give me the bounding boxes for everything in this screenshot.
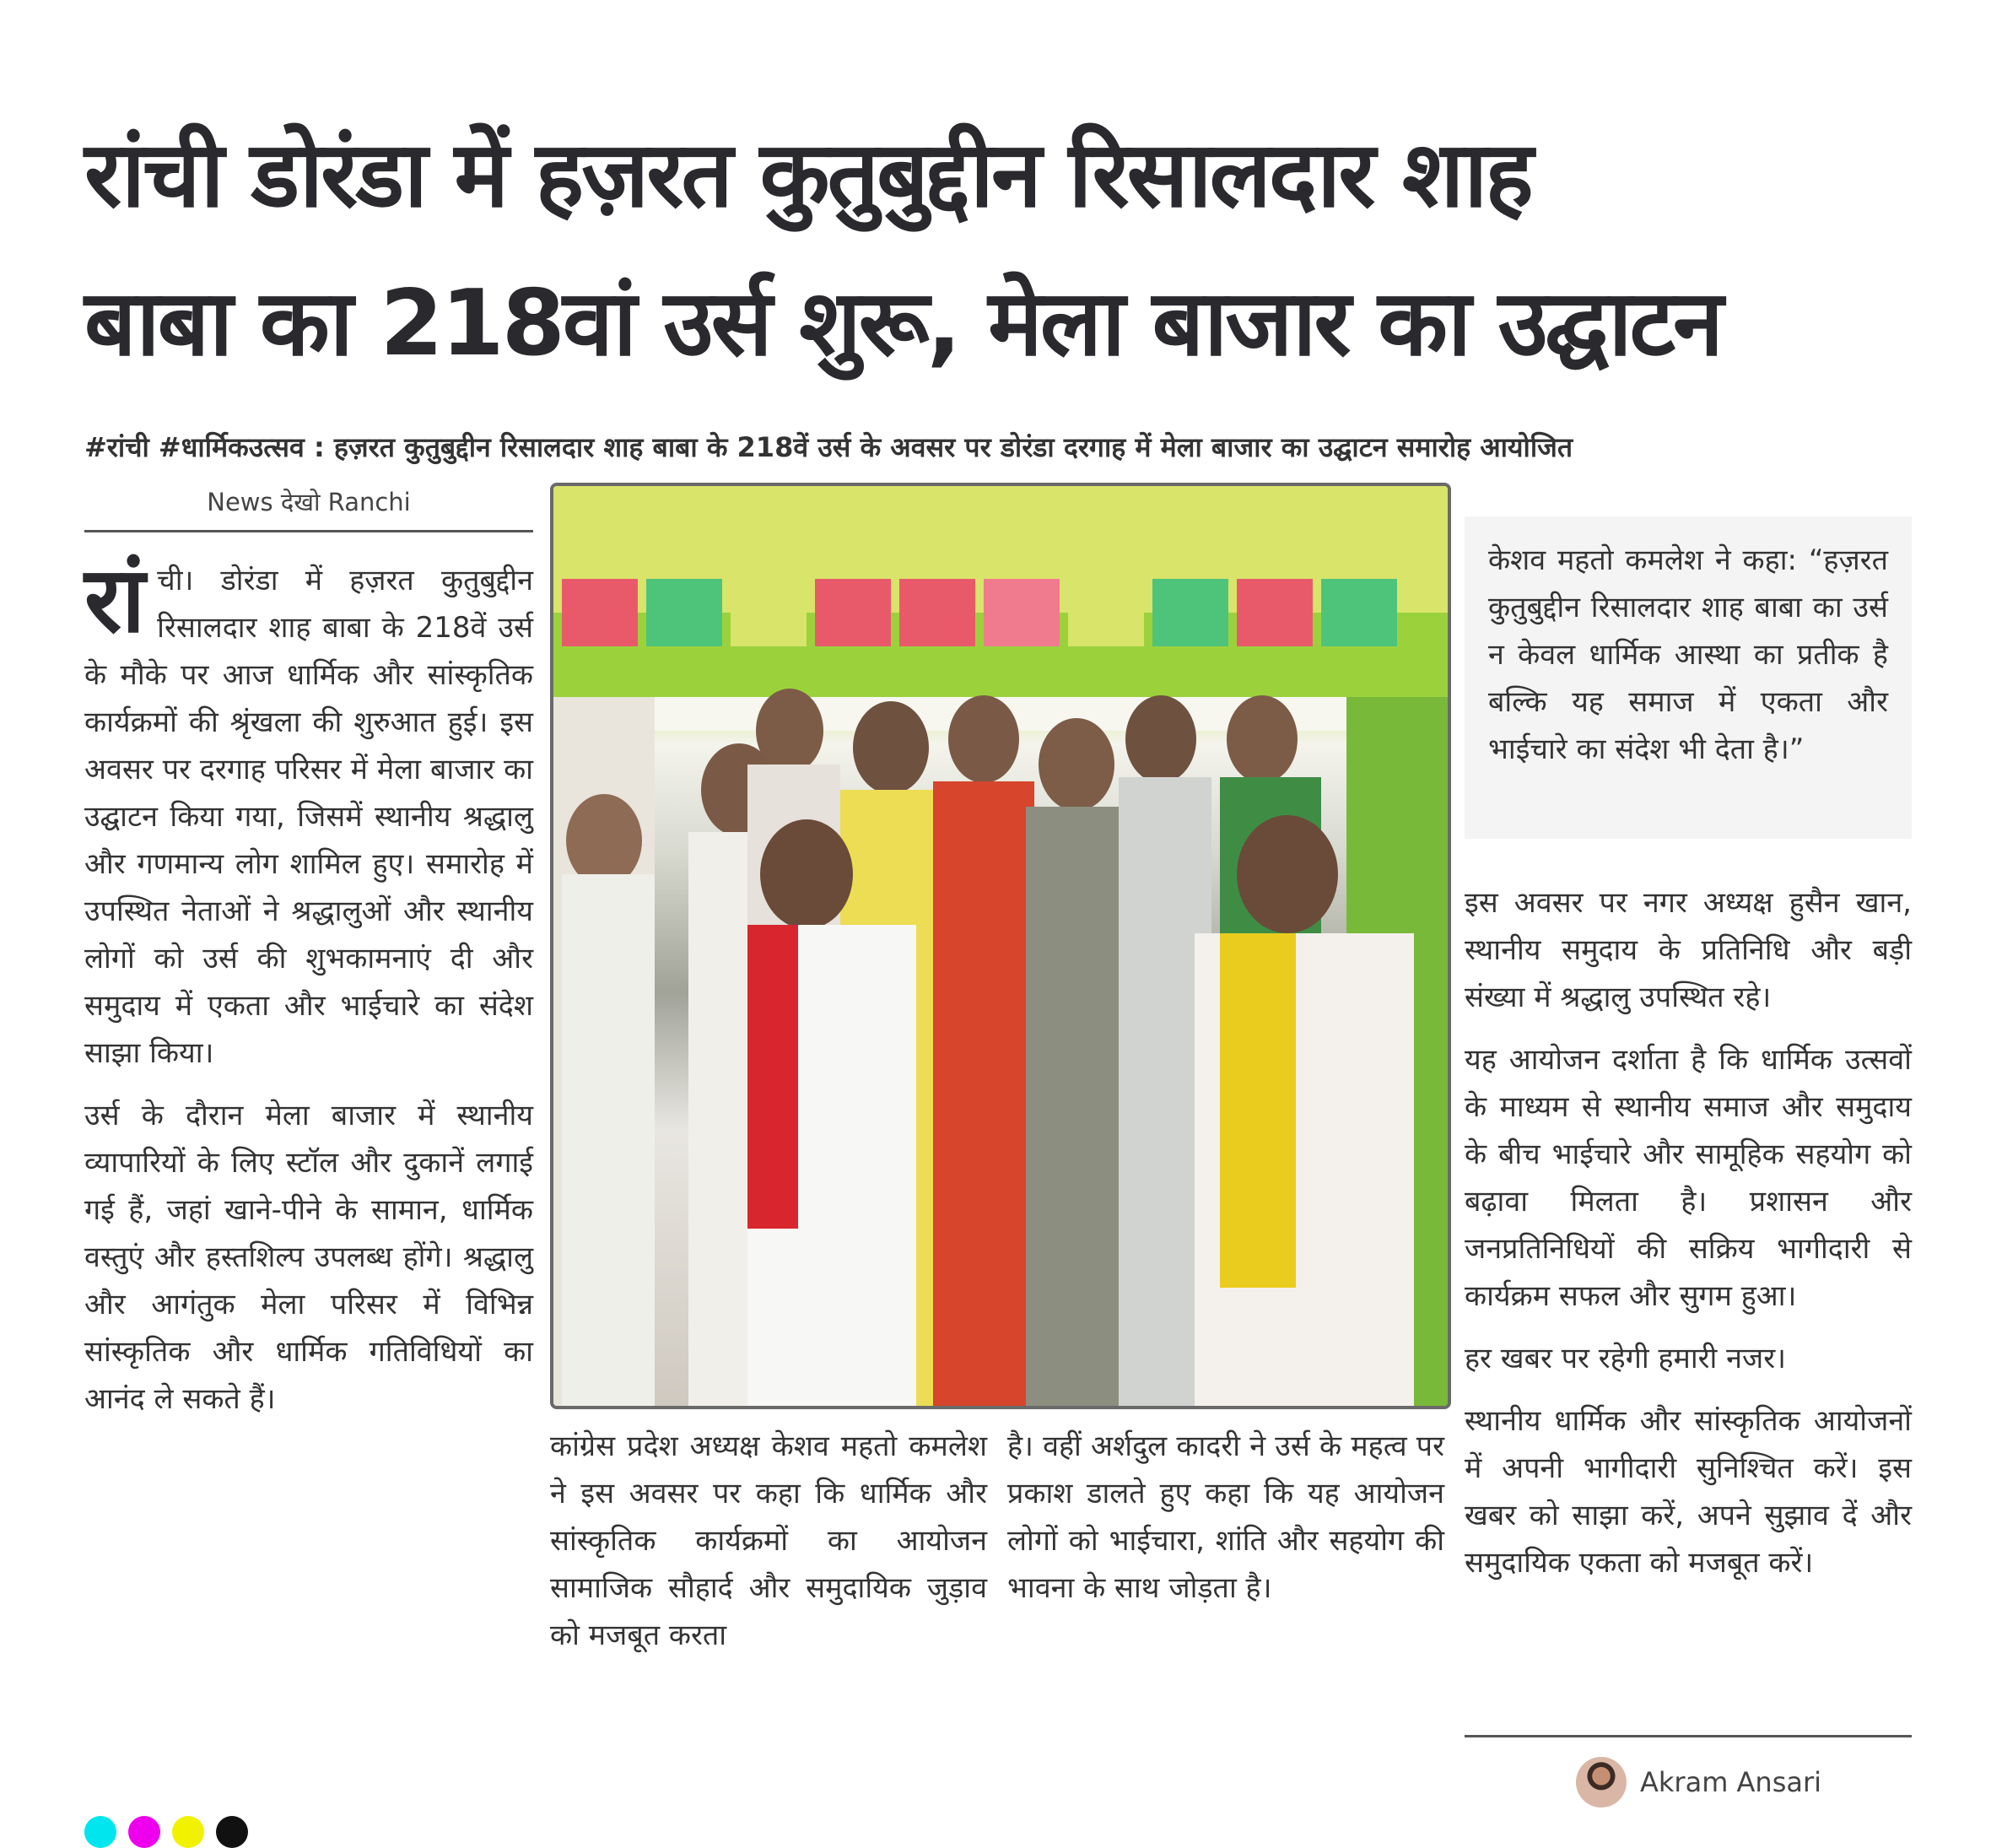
column-4-paragraph-1: इस अवसर पर नगर अध्यक्ष हुसैन खान, स्थानीय समुदाय के प्रतिनिधि और बड़ी संख्या में श्रद्धालु उपस्थित रहे। — [1465, 886, 1912, 1014]
author-avatar-icon — [1576, 1757, 1627, 1807]
column-1-paragraph-1 — [84, 548, 533, 1077]
headline-line-2: बाबा का 218वां उर्स शुरू, मेला बाजार का उद्घाटन — [84, 271, 1721, 376]
column-3-paragraph-1: है। वहीं अर्शदुल कादरी ने उर्स के महत्व पर प्रकाश डालते हुए कहा कि यह आयोजन लोगों को भाईचारा, शांति और सहयोग की भावना के साथ जोड़ता है। — [1007, 1429, 1444, 1605]
column-1-paragraph-2: उर्स के दौरान मेला बाजार में स्थानीय व्यापारियों के लिए स्टॉल और दुकानें लगाई गई हैं, जहां खाने-पीने के सामान, धार्मिक वस्तुएं और हस्तशिल्प उपलब्ध होंगे। श्रद्धालु और आगंतुक मेला परिसर में विभिन्न सांस्कृतिक और धार्मिक गतिविधियों का आनंद ले सकते हैं। — [84, 1099, 533, 1416]
column-2-paragraph-1: कांग्रेस प्रदेश अध्यक्ष केशव महतो कमलेश ने इस अवसर पर कहा कि धार्मिक और सांस्कृतिक कार्यक्रमों का आयोजन सामाजिक सौहार्द और समुदायिक जुड़ाव को मजबूत करता — [550, 1429, 987, 1652]
drop-cap: रां — [84, 548, 146, 653]
cyan-dot — [84, 1816, 116, 1848]
column-1-text-1: ची। डोरंडा में हज़रत कुतुबुद्दीन रिसालदार शाह बाबा के 218वें उर्स के मौके पर आज धार्मिक और सांस्कृतिक कार्यक्रमों की श्रृंखला की शुरुआत हुई। इस अवसर पर दरगाह परिसर में मेला बाजार का उद्घाटन किया गया, जिसमें स्थानीय श्रद्धालु और गणमान्य लोग शामिल हुए। समारोह में उपस्थित नेताओं ने श्रद्धालुओं और स्थानीय लोगों को उर्स की शुभकामनाएं दी और समुदाय में एकता और भाईचारे का संदेश साझा किया। — [84, 564, 533, 1070]
byline-divider — [84, 530, 533, 532]
pull-quote: केशव महतो कमलेश ने कहा: “हज़रत कुतुबुद्दीन रिसालदार शाह बाबा का उर्स न केवल धार्मिक आस्था का प्रतीक है बल्कि यह समाज में एकता और भाईचारे का संदेश भी देता है।” — [1465, 516, 1912, 839]
cmyk-registration-dots — [84, 1816, 260, 1848]
column-1 — [84, 548, 533, 1438]
headline-line-1: रांची डोरंडा में हज़रत कुतुबुद्दीन रिसालदार शाह — [84, 122, 1531, 228]
event-photo-illustration — [553, 486, 1448, 1406]
author-credit — [1576, 1755, 1821, 1809]
headline — [84, 101, 1924, 398]
tagline: हर खबर पर रहेगी हमारी नजर। — [1465, 1342, 1787, 1375]
column-2 — [550, 1423, 987, 1674]
author-divider — [1465, 1735, 1912, 1737]
event-photo — [550, 483, 1451, 1409]
yellow-dot — [172, 1816, 204, 1848]
magenta-dot — [128, 1816, 160, 1848]
subheadline: #रांची #धार्मिकउत्सव : हज़रत कुतुबुद्दीन रिसालदार शाह बाबा के 218वें उर्स के अवसर पर डोरंडा दरगाह में मेला बाजार का उद्घाटन समारोह आयोजित — [84, 431, 1573, 463]
column-4-paragraph-3: स्थानीय धार्मिक और सांस्कृतिक आयोजनों में अपनी भागीदारी सुनिश्चित करें। इस खबर को साझा करें, अपने सुझाव दें और समुदायिक एकता को मजबूत करें। — [1465, 1404, 1912, 1580]
black-dot — [216, 1816, 248, 1848]
author-name: Akram Ansari — [1640, 1766, 1822, 1798]
column-4 — [1465, 879, 1912, 1602]
group-of-people — [562, 689, 1414, 1406]
byline: News देखो Ranchi — [207, 488, 411, 516]
column-3 — [1007, 1423, 1444, 1627]
column-4-paragraph-2: यह आयोजन दर्शाता है कि धार्मिक उत्सवों के माध्यम से स्थानीय समाज और समुदाय के बीच भाईचारे और सामूहिक सहयोग को बढ़ावा मिलता है। प्रशासन और जनप्रतिनिधियों की सक्रिय भागीदारी से कार्यक्रम सफल और सुगम हुआ। — [1465, 1043, 1912, 1313]
